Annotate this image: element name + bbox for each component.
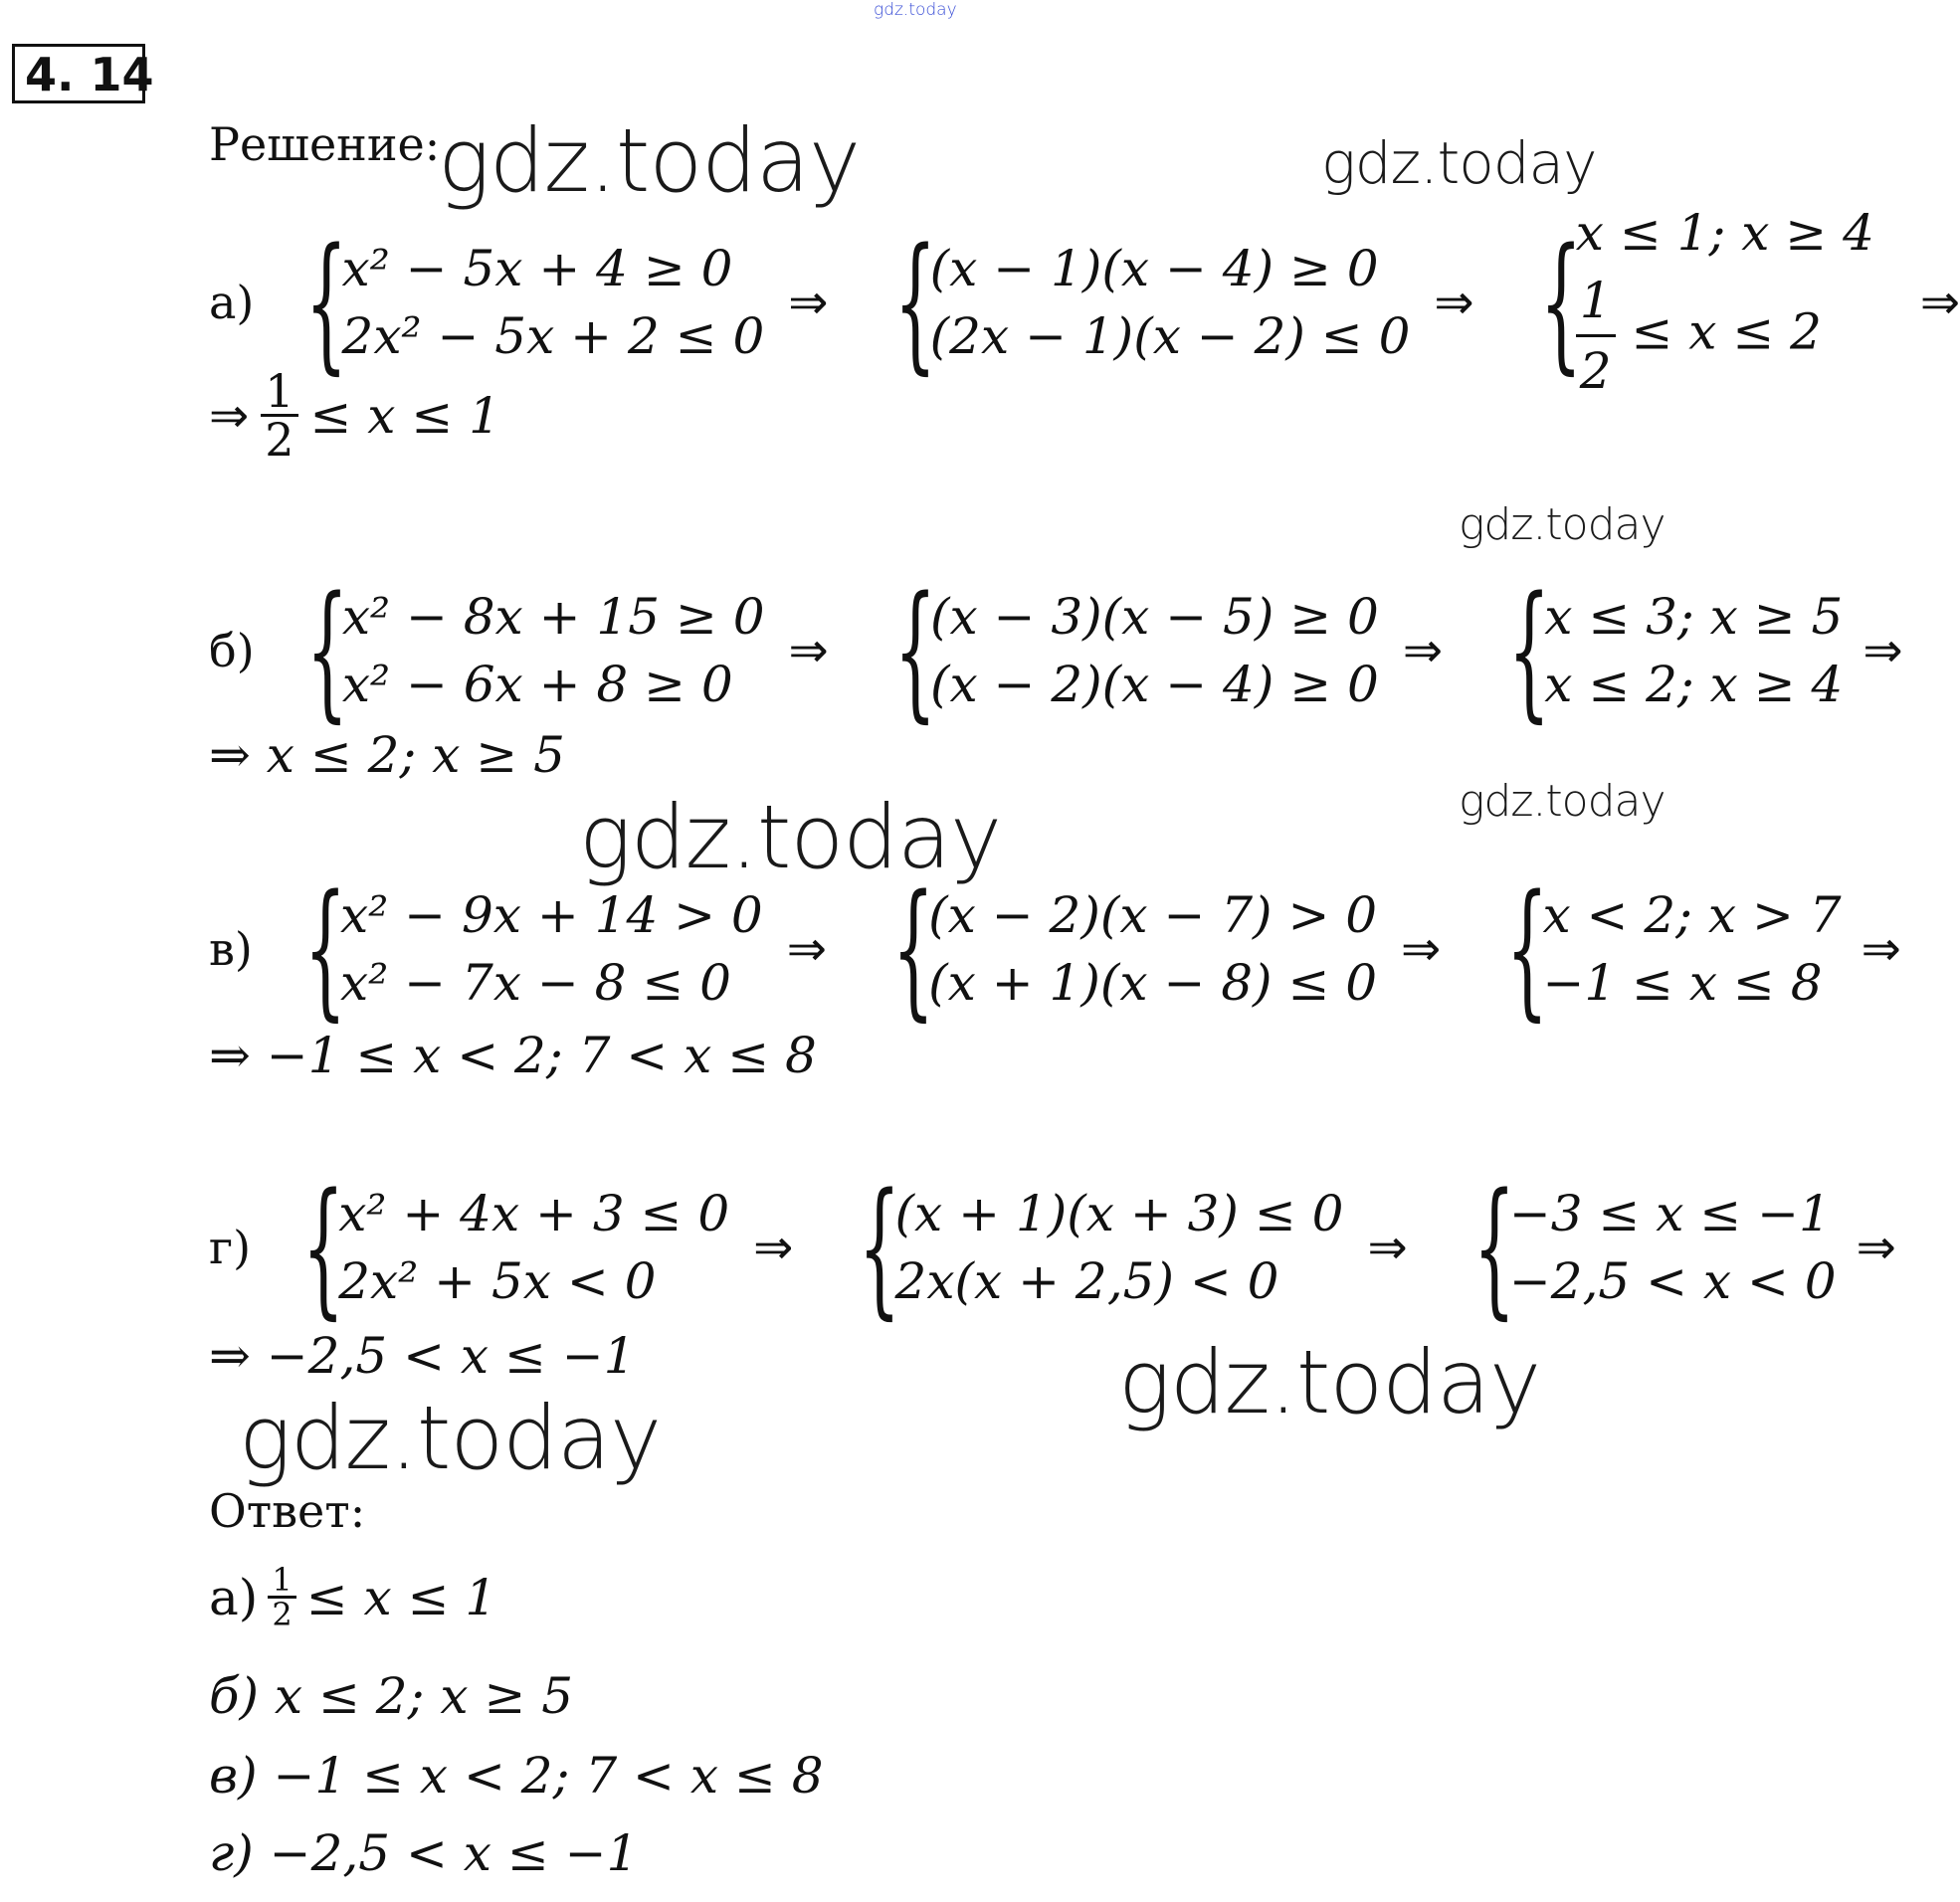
equation: (x − 1)(x − 4) ≥ 0 [929, 239, 1379, 297]
watermark: gdz.today [1459, 499, 1666, 550]
part-v-label: в) [209, 922, 253, 976]
equation: x < 2; x > 7 [1542, 886, 1842, 944]
implies-icon: ⇒ [1856, 1220, 1896, 1275]
equation: x ≤ 3; x ≥ 5 [1544, 588, 1844, 646]
answer-label: Ответ: [209, 1484, 366, 1538]
equation: x² − 8x + 15 ≥ 0 [341, 588, 765, 646]
answer-rest: ≤ x ≤ 1 [305, 1568, 497, 1626]
brace-icon: { [305, 565, 348, 736]
equation [1576, 267, 1874, 405]
equation: x² − 5x + 4 ≥ 0 [341, 239, 733, 297]
denominator: 2 [1579, 342, 1612, 400]
answer-b: б) x ≤ 2; x ≥ 5 [209, 1667, 574, 1725]
answer-a [209, 1561, 497, 1633]
implies-icon: ⇒ [1402, 623, 1444, 678]
numerator: 1 [1576, 267, 1616, 337]
system-2 [895, 1180, 1344, 1315]
answer-label-a: а) [209, 1568, 259, 1626]
equation: (x − 3)(x − 5) ≥ 0 [929, 588, 1379, 646]
system-1 [340, 881, 763, 1017]
equation: x² − 9x + 14 > 0 [340, 886, 763, 944]
denominator: 2 [272, 1596, 293, 1633]
implies-icon: ⇒ [786, 921, 827, 977]
watermark: gdz.today [1118, 1331, 1541, 1433]
system-3 [1542, 881, 1841, 1017]
system-1 [342, 235, 765, 370]
equation: (x + 1)(x + 3) ≤ 0 [894, 1185, 1344, 1242]
equation: x² − 6x + 8 ≥ 0 [341, 656, 733, 713]
watermark: gdz.today [1459, 776, 1666, 827]
implies-icon: ⇒ [788, 623, 829, 678]
brace-icon: { [893, 565, 936, 736]
system-1 [342, 583, 765, 718]
numerator: 1 [268, 1564, 295, 1599]
system-2 [930, 235, 1411, 370]
watermark: gdz.today [1321, 129, 1597, 197]
equation: 2x² − 5x + 2 ≤ 0 [341, 306, 765, 365]
equation: −3 ≤ x ≤ −1 [1508, 1185, 1831, 1242]
solution-label: Решение: [209, 117, 441, 171]
numerator: 1 [261, 368, 297, 417]
brace-icon: { [1539, 216, 1582, 388]
system-3 [1509, 1180, 1837, 1315]
part-a-label: а) [209, 275, 255, 329]
part-g-result: ⇒ −2,5 < x ≤ −1 [209, 1327, 636, 1385]
fraction [261, 364, 297, 467]
brace-icon: { [891, 863, 935, 1035]
system-3 [1576, 199, 1874, 405]
implies-icon: ⇒ [209, 387, 250, 444]
implies-icon: ⇒ [1862, 623, 1903, 678]
brace-icon: { [859, 1162, 901, 1333]
watermark: gdz.today [438, 109, 861, 212]
task-number: 4. 14 [12, 44, 145, 103]
answer-g: г) −2,5 < x ≤ −1 [209, 1824, 639, 1882]
implies-icon: ⇒ [788, 274, 829, 330]
watermark: gdz.today [239, 1387, 662, 1489]
watermark-top: gdz.today [874, 0, 957, 20]
equation: −1 ≤ x ≤ 8 [1542, 954, 1823, 1012]
equation: (x − 2)(x − 7) > 0 [928, 886, 1378, 944]
equation: (x − 2)(x − 4) ≥ 0 [929, 656, 1379, 713]
implies-icon: ⇒ [753, 1220, 794, 1275]
part-g-row [209, 1162, 1896, 1333]
implies-icon: ⇒ [1434, 274, 1474, 330]
brace-icon: { [305, 216, 348, 388]
system-1 [338, 1180, 729, 1315]
part-a-result [209, 364, 500, 467]
watermark: gdz.today [579, 786, 1002, 888]
part-b-label: б) [209, 624, 255, 677]
equation: 2x(x + 2,5) < 0 [894, 1252, 1279, 1310]
system-2 [928, 881, 1377, 1017]
equation: (x + 1)(x − 8) ≤ 0 [928, 954, 1378, 1012]
equation: (2x − 1)(x − 2) ≤ 0 [929, 306, 1411, 365]
system-3 [1544, 583, 1843, 718]
equation: x ≤ 1; x ≥ 4 [1575, 204, 1874, 262]
brace-icon: { [893, 216, 936, 388]
brace-icon: { [303, 863, 347, 1035]
brace-icon: { [1506, 863, 1549, 1035]
brace-icon: { [301, 1162, 345, 1333]
implies-icon: ⇒ [1401, 921, 1442, 977]
answer-v: в) −1 ≤ x < 2; 7 < x ≤ 8 [209, 1747, 824, 1805]
implies-icon: ⇒ [1367, 1220, 1408, 1275]
implies-icon: ⇒ [1861, 921, 1901, 977]
brace-icon: { [1507, 565, 1551, 736]
denominator: 2 [265, 413, 294, 467]
equation: x² + 4x + 3 ≤ 0 [338, 1185, 730, 1242]
system-2 [930, 583, 1379, 718]
equation: x² − 7x − 8 ≤ 0 [340, 954, 731, 1012]
implies-icon: ⇒ [1919, 274, 1960, 330]
equation-rest: ≤ x ≤ 2 [1631, 302, 1822, 361]
equation: −2,5 < x < 0 [1508, 1252, 1837, 1310]
equation: x ≤ 2; x ≥ 4 [1544, 656, 1844, 713]
part-g-label: г) [209, 1221, 252, 1274]
part-b-row [209, 565, 1903, 736]
equation-rest: ≤ x ≤ 1 [309, 386, 500, 445]
part-v-row [209, 863, 1901, 1035]
part-v-result: ⇒ −1 ≤ x < 2; 7 < x ≤ 8 [209, 1027, 817, 1084]
part-b-result: ⇒ x ≤ 2; x ≥ 5 [209, 726, 565, 784]
fraction [268, 1561, 295, 1633]
equation: 2x² + 5x < 0 [338, 1252, 657, 1310]
brace-icon: { [1472, 1162, 1515, 1333]
